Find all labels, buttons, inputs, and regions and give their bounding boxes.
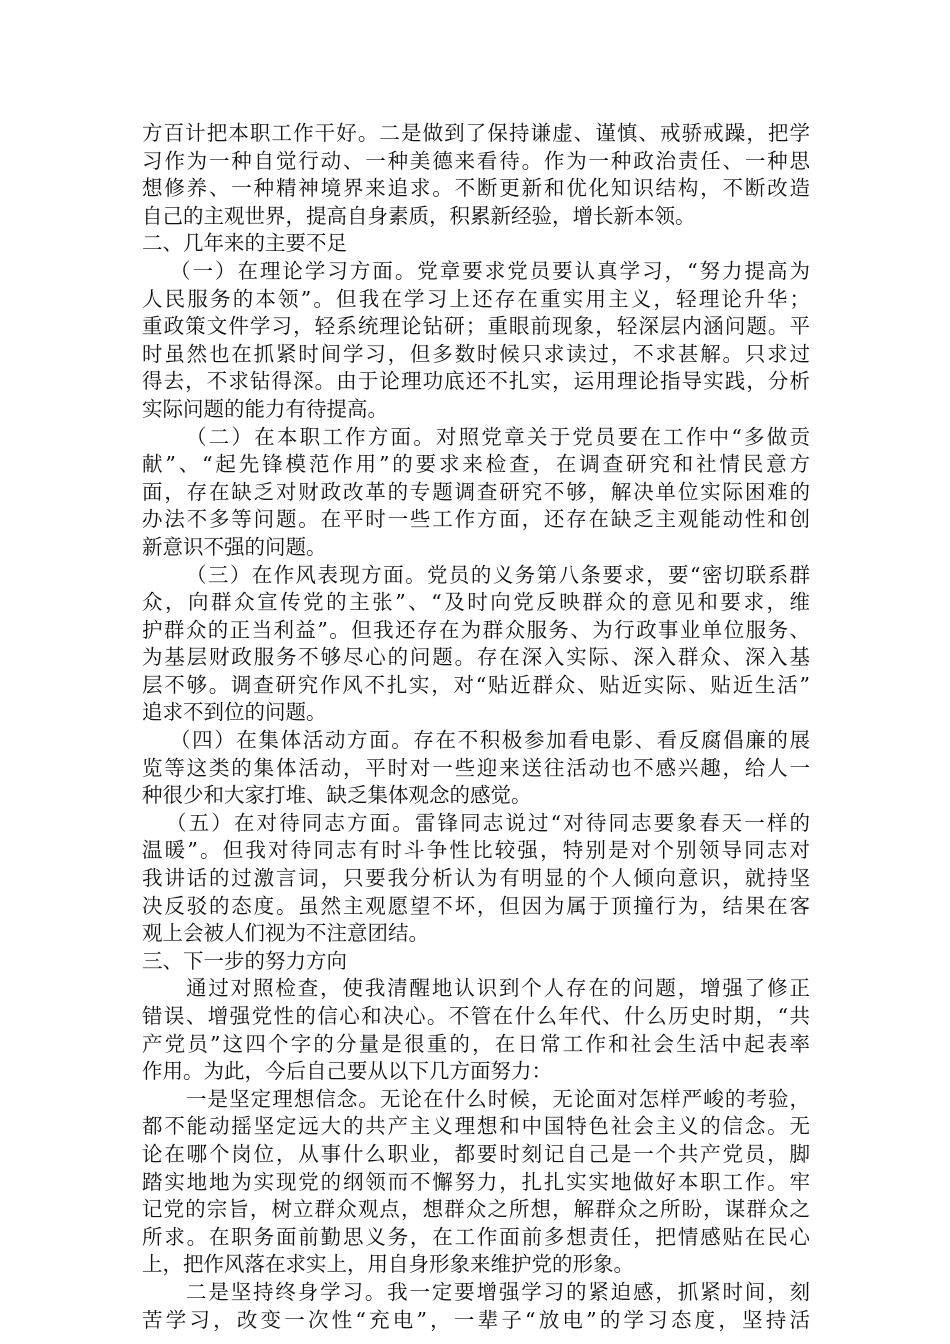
text-line: 二是坚持终身学习。我一定要增强学习的紧迫感，抓紧时间，刻 [186,1279,810,1304]
text-line: 众，向群众宣传党的主张”、“及时向党反映群众的意见和要求，维 [142,590,810,615]
text-line: 作用。为此，今后自己要从以下几方面努力： [142,1059,552,1084]
text-line: 都不能动摇坚定远大的共产主义理想和中国特色社会主义的信念。无 [142,1114,810,1139]
text-line: 自己的主观世界，提高自身素质，积累新经验，增长新本领。 [142,203,696,228]
text-line: 实际问题的能力有待提高。 [142,396,388,421]
text-line: 上，把作风落在求实上，用自身形象来维护党的形象。 [142,1252,634,1277]
text-line: 想修养、一种精神境界来追求。不断更新和优化知识结构，不断改造 [142,176,810,201]
section-heading: 三、下一步的努力方向 [142,948,347,973]
text-line: 决反驳的态度。虽然主观愿望不坏，但因为属于顶撞行为，结果在客 [142,893,810,918]
section-heading: 二、几年来的主要不足 [142,231,347,256]
text-line: 追求不到位的问题。 [142,700,327,725]
text-line: 观上会被人们视为不注意团结。 [142,921,429,946]
text-line: 人民服务的本领”。但我在学习上还存在重实用主义，轻理论升华； [142,286,810,311]
text-line: 献”、“起先锋模范作用”的要求来检查，在调查研究和社情民意方 [142,452,810,477]
text-line: 重政策文件学习，轻系统理论钻研；重眼前现象，轻深层内涵问题。平 [142,314,810,339]
text-line: 踏实地地为实现党的纲领而不懈努力，扎扎实实地做好本职工作。牢 [142,1169,810,1194]
text-line: （一）在理论学习方面。党章要求党员要认真学习，“努力提高为 [170,258,810,283]
text-line: 产党员”这四个字的分量是很重的，在日常工作和社会生活中起表率 [142,1031,810,1056]
text-line: 习作为一种自觉行动、一种美德来看待。作为一种政治责任、一种思 [142,148,810,173]
text-line: 览等这类的集体活动，平时对一些迎来送往活动也不感兴趣，给人一 [142,755,810,780]
text-line: 面，存在缺乏对财政改革的专题调查研究不够，解决单位实际困难的 [142,479,810,504]
text-line: 得去，不求钻得深。由于论理功底还不扎实，运用理论指导实践，分析 [142,369,810,394]
text-line: 一是坚定理想信念。无论在什么时候，无论面对怎样严峻的考验， [186,1086,810,1111]
text-line: 时虽然也在抓紧时间学习，但多数时候只求读过，不求甚解。只求过 [142,341,810,366]
text-line: 种很少和大家打堆、缺乏集体观念的感觉。 [142,783,532,808]
text-line: 层不够。调查研究作风不扎实，对“贴近群众、贴近实际、贴近生活” [142,672,810,697]
text-line: 方百计把本职工作干好。二是做到了保持谦虚、谨慎、戒骄戒躁，把学 [142,121,810,145]
text-line: （二）在本职工作方面。对照党章关于党员要在工作中“多做贡 [186,424,810,449]
text-line: 护群众的正当利益”。但我还存在为群众服务、为行政事业单位服务、 [142,617,810,642]
text-line: （三）在作风表现方面。党员的义务第八条要求，要“密切联系群 [186,562,810,587]
text-line: 错误、增强党性的信心和决心。不管在什么年代、什么历史时期，“共 [142,1004,810,1028]
text-line: 通过对照检查，使我清醒地认识到个人存在的问题，增强了修正 [186,976,810,1001]
text-line: 论在哪个岗位，从事什么职业，都要时刻记自己是一个共产党员，脚 [142,1141,810,1166]
text-line: （五）在对待同志方面。雷锋同志说过“对待同志要象春天一样的 [166,810,810,835]
text-line: 温暖”。但我对待同志有时斗争性比较强，特别是对个别领导同志对 [142,838,810,863]
text-line: 我讲话的过激言词，只要我分析认为有明显的个人倾向意识，就持坚 [142,866,810,891]
text-line: （四）在集体活动方面。存在不积极参加看电影、看反腐倡廉的展 [170,728,810,753]
text-line: 办法不多等问题。在平时一些工作方面，还存在缺乏主观能动性和创 [142,507,810,532]
text-line: 为基层财政服务不够尽心的问题。存在深入实际、深入群众、深入基 [142,645,810,670]
text-line: 记党的宗旨，树立群众观点，想群众之所想，解群众之所盼，谋群众之 [142,1197,810,1222]
text-line: 苦学习，改变一次性“充电”，一辈子“放电”的学习态度，坚持活 [142,1307,810,1332]
document-page [142,120,810,1334]
text-line: 所求。在职务面前勤思义务，在工作面前多想责任，把情感贴在民心 [142,1224,810,1249]
text-line: 新意识不强的问题。 [142,534,327,559]
